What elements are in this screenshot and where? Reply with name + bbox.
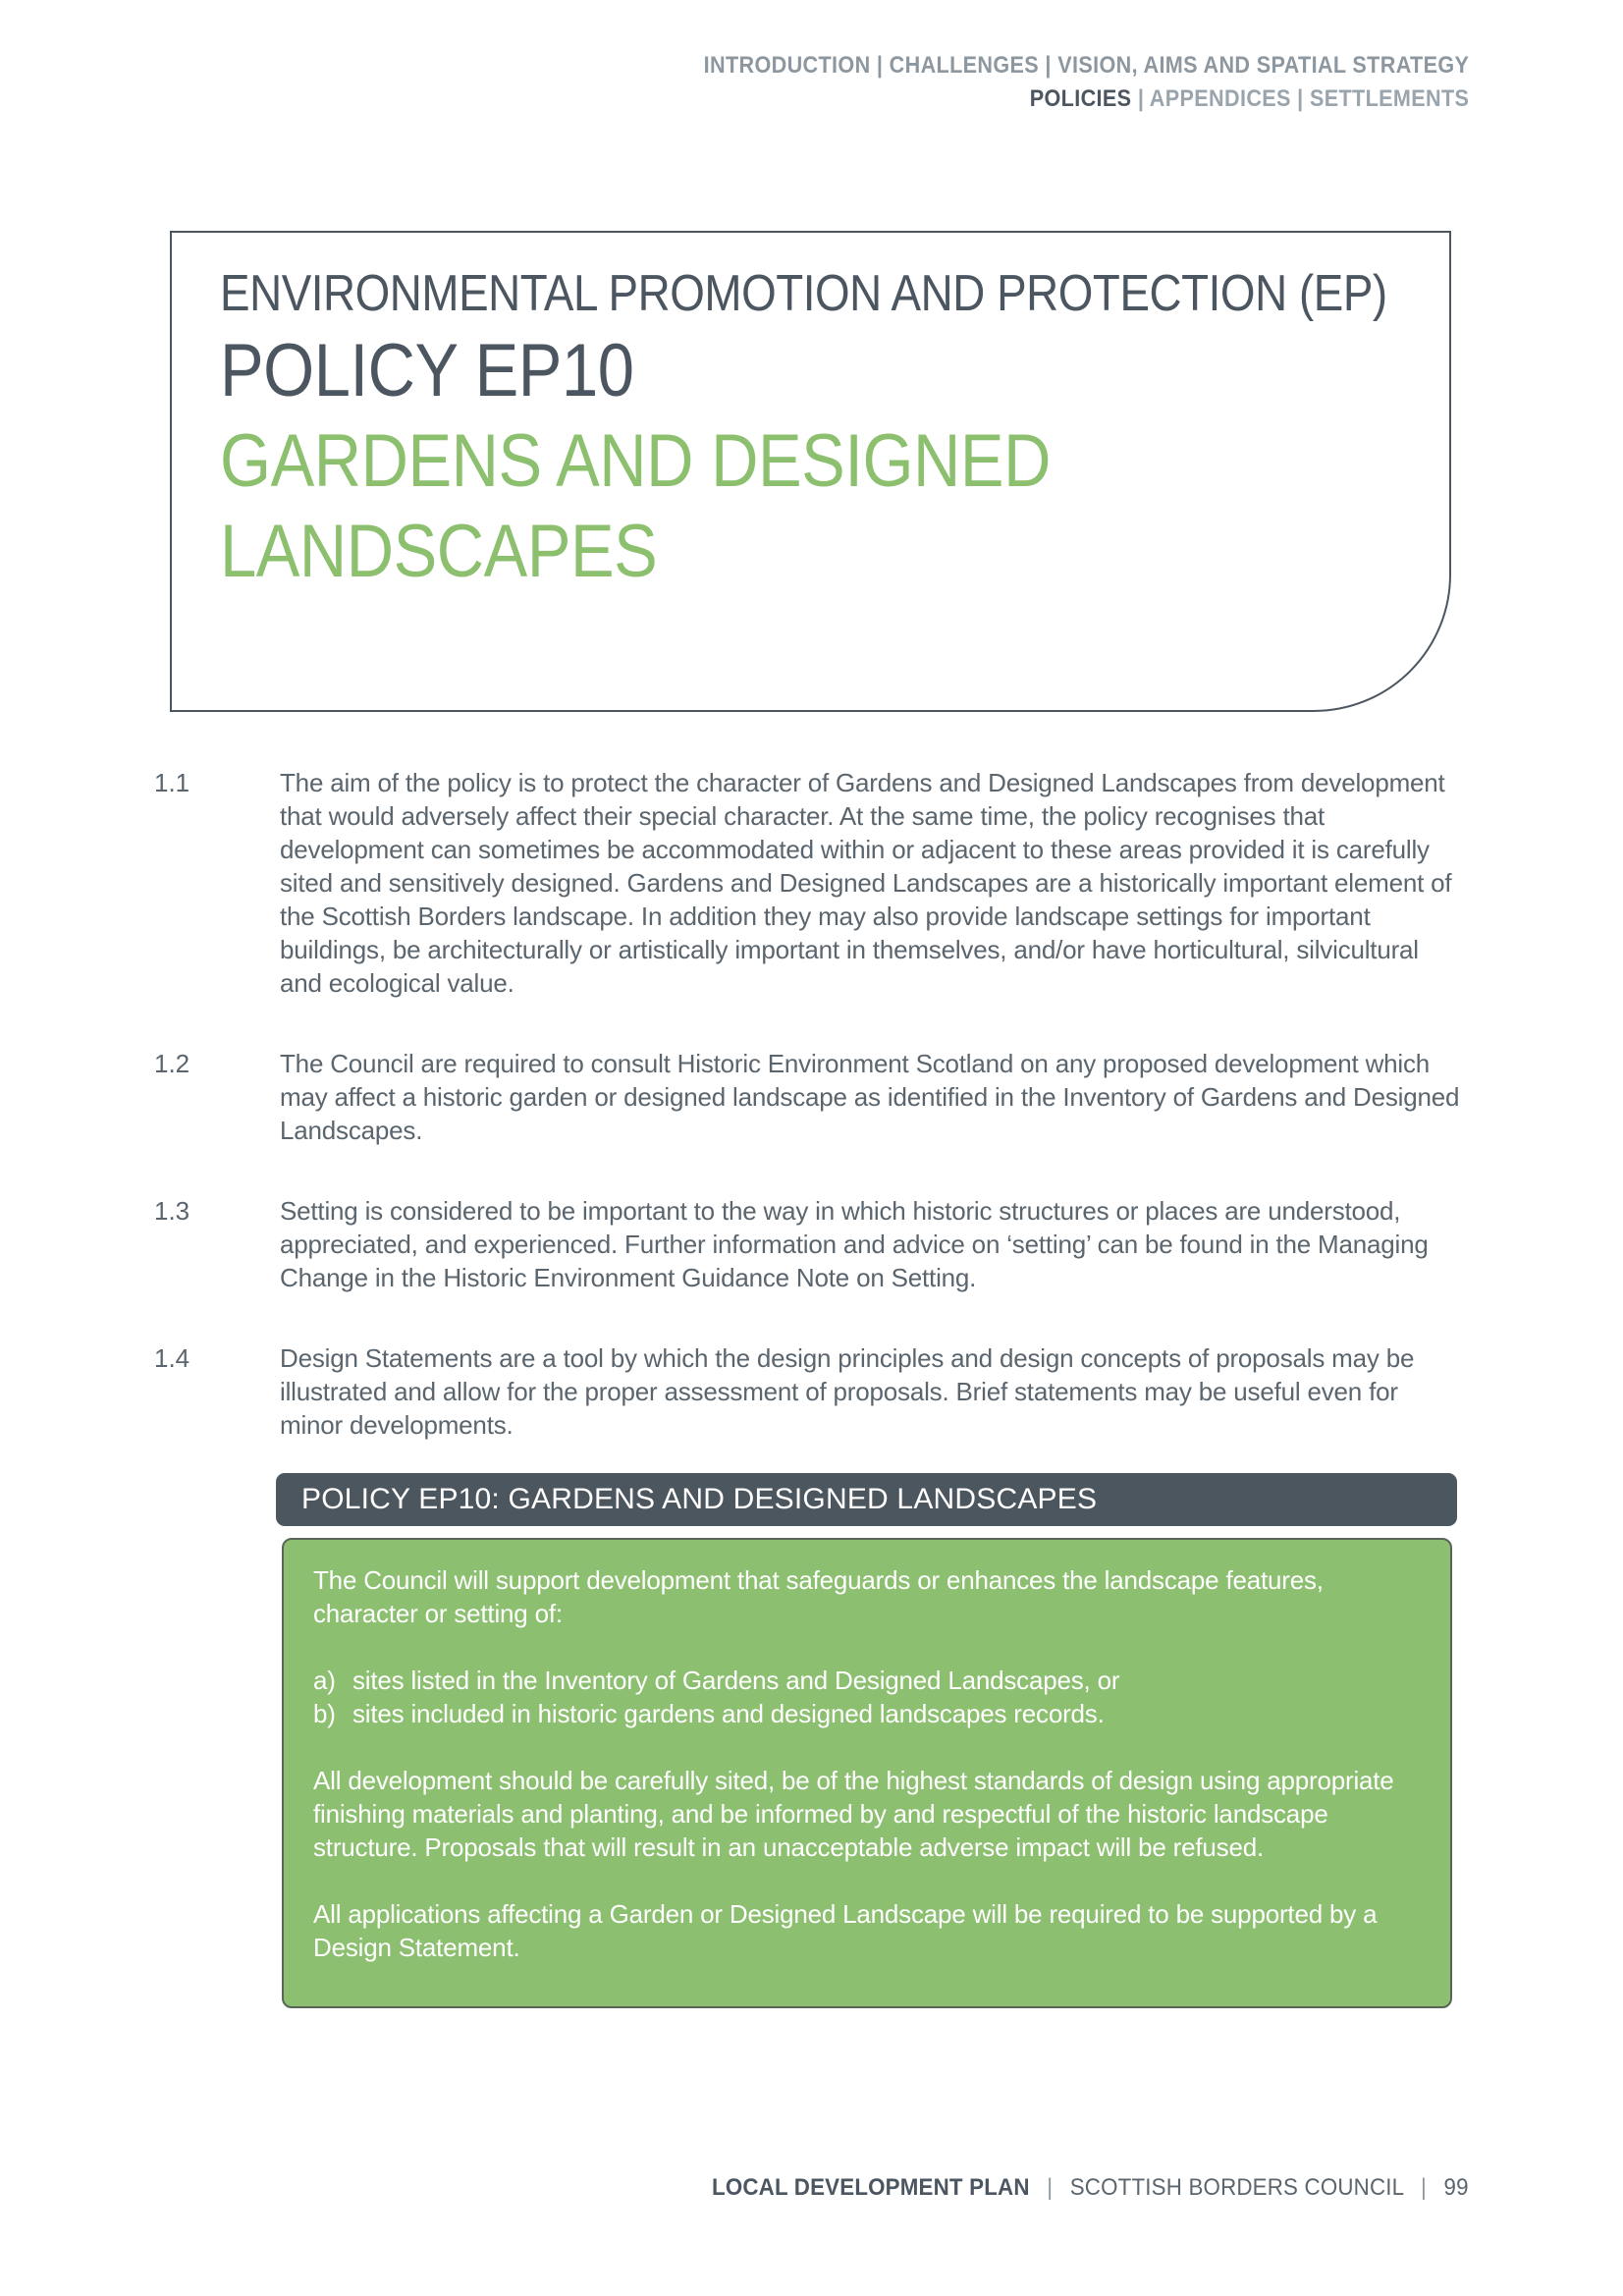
policy-number-title: POLICY EP10	[220, 329, 634, 412]
list-item-label: a)	[313, 1666, 336, 1695]
paragraph-number: 1.4	[154, 1343, 190, 1373]
page-footer	[712, 2172, 1469, 2204]
footer-plan-label: LOCAL DEVELOPMENT PLAN	[712, 2174, 1030, 2201]
footer-separator: |	[1047, 2174, 1054, 2201]
paragraph-1-3	[154, 1194, 1470, 1294]
section-title: ENVIRONMENTAL PROMOTION AND PROTECTION (EP)	[220, 265, 1387, 322]
paragraph-number: 1.1	[154, 768, 190, 797]
nav-row-secondary	[703, 82, 1469, 116]
nav-row-secondary-rest: | APPENDICES | SETTLEMENTS	[1131, 85, 1469, 112]
policy-body-3: All applications affecting a Garden or Designed Landscape will be required to be supported by a Design Statement.	[313, 1899, 1378, 1962]
paragraph-1-4	[154, 1341, 1470, 1442]
footer-council-label: SCOTTISH BORDERS COUNCIL	[1069, 2174, 1404, 2201]
paragraph-1-2	[154, 1047, 1470, 1147]
body-paragraphs	[154, 766, 1470, 1489]
list-item-text: sites listed in the Inventory of Gardens and Designed Landscapes, or	[352, 1666, 1120, 1695]
policy-intro: The Council will support development that safeguards or enhances the landscape features, character or setting of:	[313, 1565, 1324, 1628]
nav-item-policies-active: POLICIES	[1029, 85, 1132, 112]
list-item-b	[313, 1697, 1421, 1730]
top-nav	[619, 49, 1469, 116]
policy-box-body	[282, 1538, 1452, 2008]
list-item-text: sites included in historic gardens and designed landscapes records.	[352, 1699, 1105, 1728]
policy-name-line2: LANDSCAPES	[220, 510, 658, 593]
paragraph-1-1	[154, 766, 1470, 1000]
policy-name-line1: GARDENS AND DESIGNED	[220, 419, 1051, 503]
policy-box-header: POLICY EP10: GARDENS AND DESIGNED LANDSCAPES	[276, 1473, 1457, 1526]
paragraph-text: The Council are required to consult Historic Environment Scotland on any proposed development which may affect a historic garden or designed landscape as identified in the Inventory of Gardens and Designed Landscapes.	[280, 1049, 1460, 1145]
policy-criteria-list	[313, 1664, 1421, 1730]
paragraph-text: The aim of the policy is to protect the character of Gardens and Designed Landscapes from development that would adversely affect their special character. At the same time, the policy recognises that development can sometimes be accommodated within or adjacent to these areas provided it is carefully sited and sensitively designed. Gardens and Designed Landscapes are a historically important element of the Scottish Borders landscape. In addition they may also provide landscape settings for important buildings, be architecturally or artistically important in themselves, and/or have horticultural, silvicultural and ecological value.	[280, 768, 1452, 998]
list-item-a	[313, 1664, 1421, 1697]
paragraph-number: 1.3	[154, 1196, 190, 1226]
footer-page-number: 99	[1443, 2174, 1469, 2201]
nav-row-primary: INTRODUCTION | CHALLENGES | VISION, AIMS AND SPATIAL STRATEGY	[703, 52, 1469, 79]
paragraph-text: Design Statements are a tool by which the design principles and design concepts of proposals may be illustrated and allow for the proper assessment of proposals. Brief statements may be useful even for minor developments.	[280, 1343, 1415, 1440]
paragraph-text: Setting is considered to be important to the way in which historic structures or places are understood, appreciated, and experienced. Further information and advice on ‘setting’ can be found in the Managing Change in the Historic Environment Guidance Note on Setting.	[280, 1196, 1429, 1292]
policy-title-box	[170, 231, 1451, 712]
list-item-label: b)	[313, 1699, 336, 1728]
policy-body-2: All development should be carefully sited, be of the highest standards of design using appropriate finishing materials and planting, and be informed by and respectful of the historic landscape structure. Proposals that will result in an unacceptable adverse impact will be refused.	[313, 1766, 1394, 1862]
paragraph-number: 1.2	[154, 1049, 190, 1078]
footer-separator: |	[1421, 2174, 1428, 2201]
